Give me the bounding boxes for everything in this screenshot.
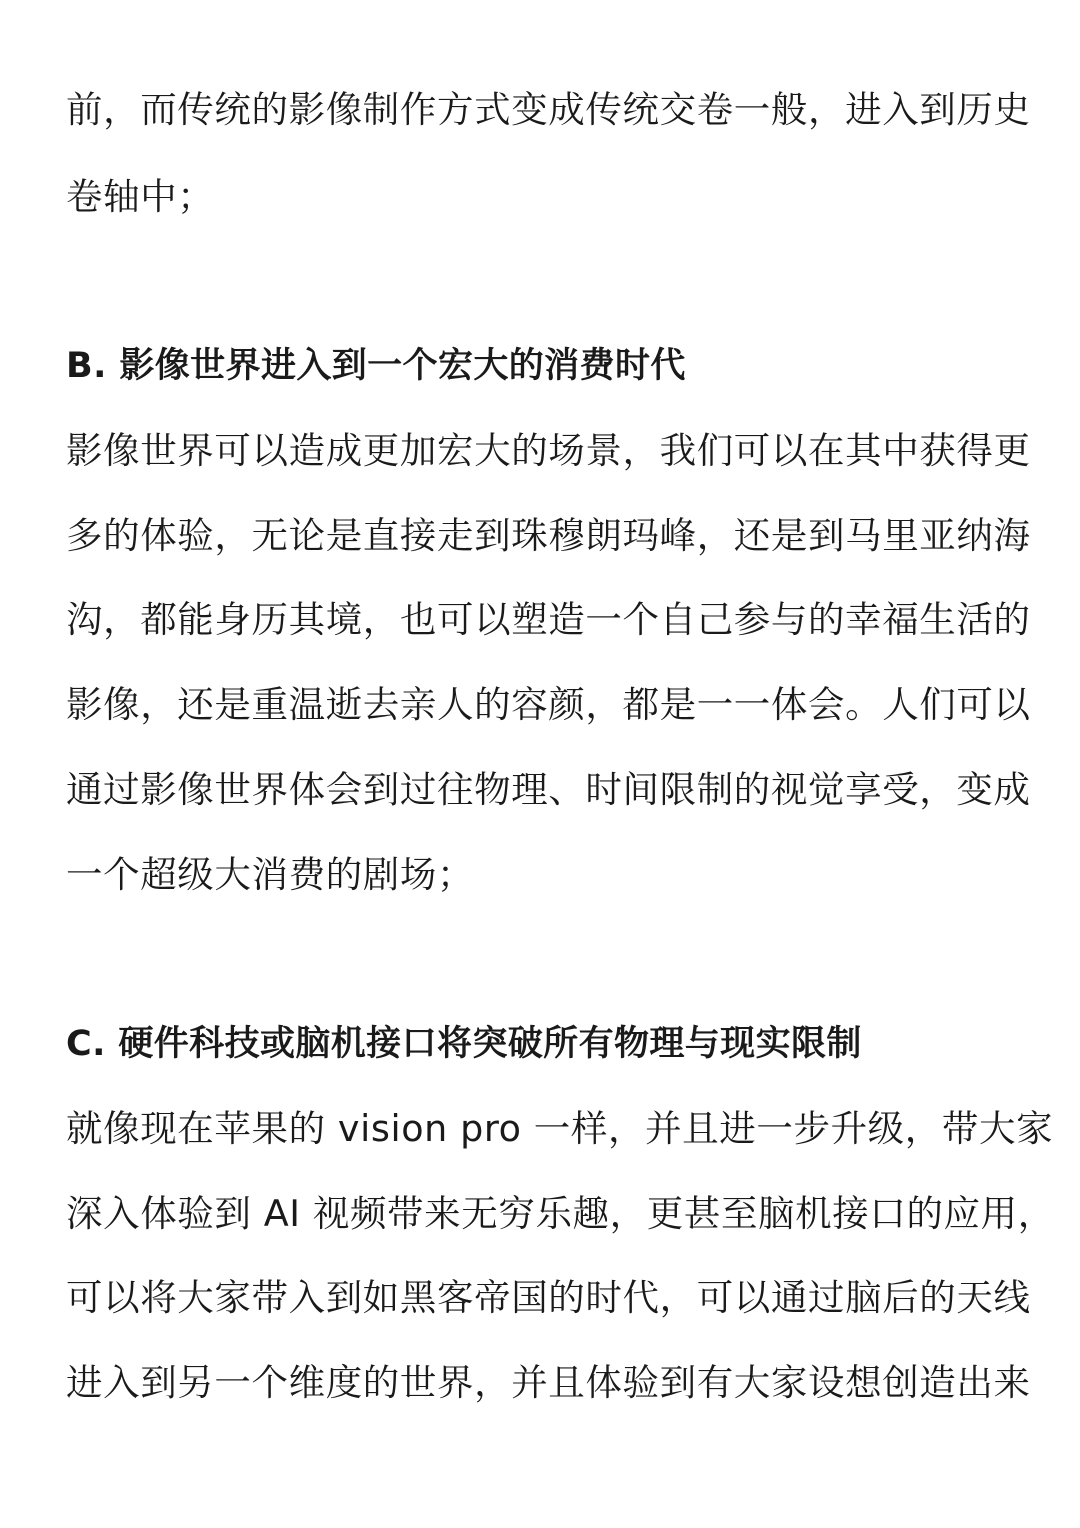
paragraph-line: 沟，都能身历其境，也可以塑造一个自己参与的幸福生活的: [66, 598, 1031, 641]
paragraph-line: 进入到另一个维度的世界，并且体验到有大家设想创造出来: [66, 1361, 1031, 1404]
paragraph-line: 通过影像世界体会到过往物理、时间限制的视觉享受，变成: [66, 768, 1031, 811]
section-heading-c: C. 硬件科技或脑机接口将突破所有物理与现实限制: [66, 1024, 862, 1064]
paragraph-line: 深入体验到 AI 视频带来无穷乐趣，更甚至脑机接口的应用，: [66, 1192, 1055, 1235]
paragraph-line: 就像现在苹果的 vision pro 一样，并且进一步升级，带大家: [66, 1107, 1054, 1150]
paragraph-line: 可以将大家带入到如黑客帝国的时代，可以通过脑后的天线: [66, 1276, 1031, 1319]
section-heading-b: B. 影像世界进入到一个宏大的消费时代: [66, 346, 686, 386]
paragraph-line: 影像世界可以造成更加宏大的场景，我们可以在其中获得更: [66, 429, 1031, 472]
paragraph-line: 一个超级大消费的剧场；: [66, 853, 475, 896]
paragraph-line: 卷轴中；: [66, 175, 215, 218]
paragraph-line: 多的体验，无论是直接走到珠穆朗玛峰，还是到马里亚纳海: [66, 514, 1031, 557]
paragraph-line: 影像，还是重温逝去亲人的容颜，都是一一体会。人们可以: [66, 683, 1031, 726]
paragraph-line: 前，而传统的影像制作方式变成传统交卷一般，进入到历史: [66, 88, 1031, 131]
